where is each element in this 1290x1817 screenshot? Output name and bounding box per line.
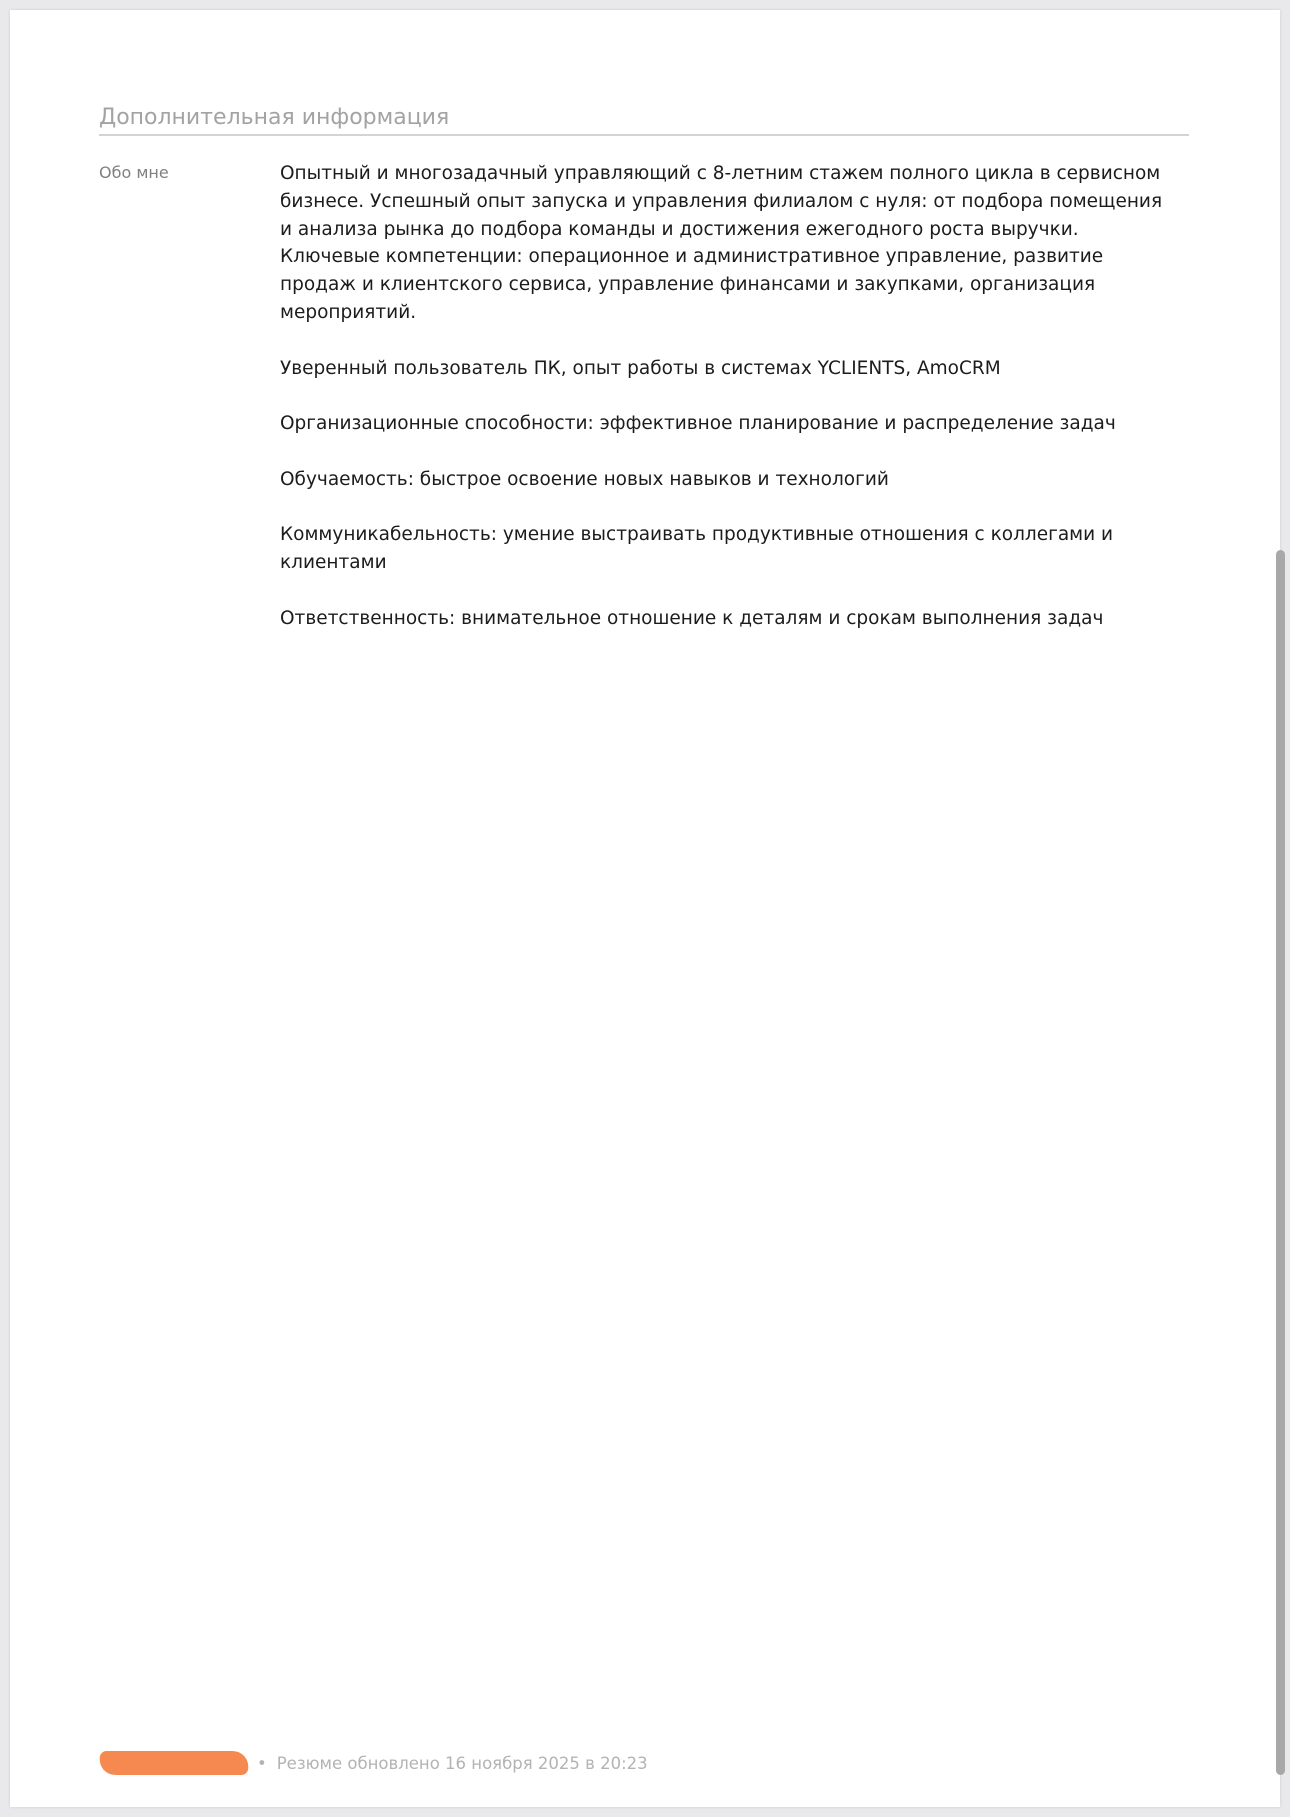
about-paragraph: Обучаемость: быстрое освоение новых навыков и технологий — [280, 468, 889, 490]
redaction-mark — [97, 1751, 250, 1775]
scrollbar[interactable] — [1276, 550, 1285, 1775]
scrollbar-thumb[interactable] — [1276, 550, 1285, 1775]
section-title: Дополнительная информация — [99, 105, 450, 130]
footer-separator: • — [257, 1753, 267, 1773]
about-label: Обо мне — [99, 163, 169, 182]
about-paragraph: Организационные способности: эффективное планирование и распределение задач — [280, 413, 1116, 435]
about-content — [280, 160, 1170, 660]
resume-page — [10, 10, 1280, 1807]
footer — [99, 1750, 648, 1776]
about-paragraph: Опытный и многозадачный управляющий с 8-летним стажем полного цикла в сервисном бизнесе. Успешный опыт запуска и управления филиалом с нуля: от подбора помещения и анализа рынка до подбора команды и достижения ежегодного роста выручки. Ключевые компетенции: операционное и административное управление, развитие продаж и клиентского сервиса, управление финансами и закупками, организация мероприятий. — [280, 163, 1163, 323]
updated-timestamp: Резюме обновлено 16 ноября 2025 в 20:23 — [276, 1753, 648, 1773]
about-paragraph: Ответственность: внимательное отношение к деталям и срокам выполнения задач — [280, 607, 1104, 629]
about-paragraph: Коммуникабельность: умение выстраивать продуктивные отношения с коллегами и клиентами — [280, 524, 1114, 574]
about-paragraph: Уверенный пользователь ПК, опыт работы в системах YCLIENTS, AmoCRM — [280, 357, 1001, 379]
section-header — [99, 104, 1189, 136]
